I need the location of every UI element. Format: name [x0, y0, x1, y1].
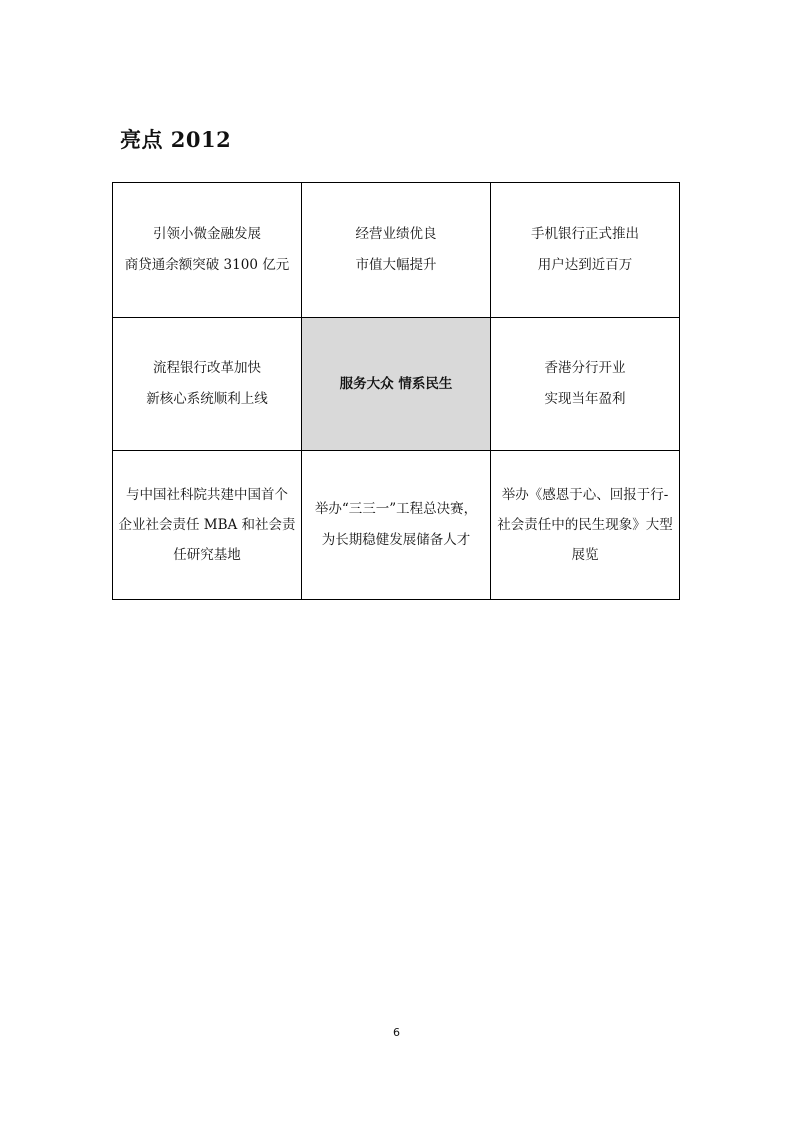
cell-line: 任研究基地 [173, 547, 241, 563]
cell-line: 流程银行改革加快 [153, 360, 261, 376]
highlight-cell-performance [302, 183, 491, 318]
cell-line: 服务大众 情系民生 [339, 375, 453, 392]
cell-line: 展览 [571, 547, 599, 563]
cell-line: 实现当年盈利 [544, 391, 626, 407]
cell-line: 企业社会责任 MBA 和社会责 [118, 517, 296, 533]
highlight-cell-theme [302, 318, 491, 451]
cell-line: 新核心系统顺利上线 [146, 391, 268, 407]
cell-line: 手机银行正式推出 [531, 226, 639, 242]
page-title: 亮点 2012 [120, 127, 232, 152]
highlight-cell-csr-mba [113, 451, 302, 600]
highlight-cell-hongkong-branch [491, 318, 680, 451]
highlight-cell-micro-finance [113, 183, 302, 318]
cell-line: 经营业绩优良 [355, 226, 437, 242]
highlight-cell-talent-program [302, 451, 491, 600]
cell-line: 引领小微金融发展 [153, 226, 261, 242]
highlights-grid [112, 182, 680, 600]
cell-line: 用户达到近百万 [537, 257, 633, 273]
highlight-cell-process-reform [113, 318, 302, 451]
cell-line: 与中国社科院共建中国首个 [126, 487, 288, 503]
cell-line: 举办“三三一”工程总决赛， [314, 501, 478, 517]
cell-line: 社会责任中的民生现象》大型 [497, 517, 673, 533]
cell-line: 举办《感恩于心、回报于行- [501, 487, 669, 503]
cell-line: 为长期稳健发展储备人才 [321, 532, 471, 548]
cell-line: 市值大幅提升 [355, 257, 437, 273]
cell-line: 商贷通余额突破 3100 亿元 [124, 257, 290, 273]
page-number: 6 [393, 1026, 400, 1039]
highlight-cell-mobile-banking [491, 183, 680, 318]
highlight-cell-exhibition [491, 451, 680, 600]
cell-line: 香港分行开业 [544, 360, 626, 376]
